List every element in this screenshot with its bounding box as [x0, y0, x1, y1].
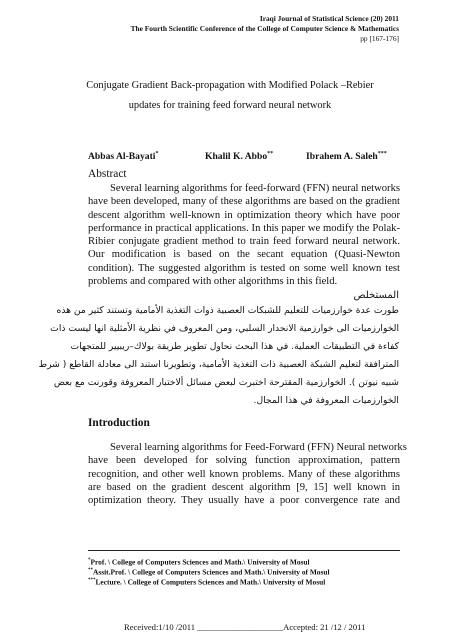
- footnote-mark: ***: [88, 578, 96, 583]
- introduction-line: Several learning algorithms for Feed-Forward (FFN) Neural networks: [110, 442, 407, 453]
- arabic-abstract-line: طورت عدة خوارزميات للتعليم للشبكات العصبية ذوات التغذية الأمامية وتستند كثير من هذه: [56, 305, 399, 316]
- author-name: Ibrahem A. Saleh: [306, 151, 378, 163]
- paper-title-line-1: Conjugate Gradient Back-propagation with Modified Polack –Rebier: [86, 80, 374, 91]
- author-name: Khalil K. Abbo: [205, 151, 268, 163]
- introduction-body: [88, 441, 407, 507]
- journal-name: Iraqi Journal of Statistical Science (20) 2011: [259, 14, 399, 23]
- footnote-text: Assit.Prof. \ College of Computers Sciences and Math.\ University of Mosul: [93, 567, 330, 577]
- arabic-abstract-heading: المستخلص: [353, 290, 399, 301]
- author-mark: ***: [377, 151, 387, 157]
- introduction-line: have been developed for solving function approximation, pattern: [88, 455, 400, 467]
- footnote-text: Lecture. \ College of Computers Sciences and Math.\ University of Mosul: [95, 577, 326, 587]
- paper-title-line-2: updates for training feed forward neural network: [128, 100, 332, 111]
- author-3: [306, 151, 387, 162]
- arabic-abstract-line: المترافقة لتعليم الشبكة العصبية ذات التغذية الأمامية، وتطويرنا استند الى معادلة القاطع ( شرط: [38, 359, 399, 370]
- page-range: pp [167-176]: [360, 34, 399, 43]
- author-1: [88, 151, 158, 162]
- footnote-divider: [88, 550, 400, 551]
- introduction-line: optimization theory. They usually have a poor convergence rate and: [88, 495, 400, 507]
- introduction-line: recognition, and other well known problems. Many of these algorithms: [88, 468, 400, 480]
- introduction-heading: Introduction: [88, 417, 150, 429]
- abstract-body: [88, 182, 400, 288]
- footnote-mark: *: [88, 558, 91, 563]
- abstract-line: performance in practical applications. In this paper we modify the Polak-: [88, 222, 400, 234]
- abstract-line: have been developed, many of these algorithms are based on the gradient: [88, 196, 400, 208]
- abstract-line: problems and compared with other algorithms in this field.: [88, 276, 338, 288]
- abstract-line: Ribier conjugate gradient method to train feed forward neural network.: [88, 236, 400, 248]
- received-accepted-dates: Received:1/10 /2011 ____________________Accepted: 21 /12 / 2011: [124, 622, 366, 632]
- author-mark: **: [267, 151, 274, 157]
- conference-name: The Fourth Scientific Conference of the College of Computer Science & Mathematics: [130, 24, 399, 33]
- introduction-line: are based on the gradient descent algorithm [9, 15] well known in: [88, 481, 400, 493]
- abstract-line: descent algorithm well-known in optimization theory which have poor: [88, 209, 400, 221]
- arabic-abstract-line: كفاءة في التطبيقات العملية. في هذا البحث نحاول تطوير طريقة بولاك–ريبيير للمتجهات: [70, 341, 399, 352]
- abstract-line: Several learning algorithms for feed-forward (FFN) neural networks: [110, 183, 400, 194]
- arabic-abstract-line: الخوارزميات المعروفة في هذا المجال.: [253, 395, 399, 406]
- footnote-3: [88, 576, 325, 587]
- footnote-mark: **: [88, 568, 93, 573]
- arabic-abstract-line: الخوارزميات الى خوارزمية الانحدار السلبي، ومن المعروف في نظرية الأمثلية انها ليست ذات: [50, 323, 399, 334]
- abstract-line: condition). The suggested algorithm is tested on some well known test: [88, 262, 400, 274]
- abstract-heading: Abstract: [88, 168, 127, 180]
- author-mark: *: [155, 151, 159, 157]
- arabic-abstract-line: شبيه نيوتن ). الخوارزمية المقترحة اختبرت لبعض مسائل ألاختبار المعروفة وقورنت مع بعض: [53, 377, 399, 388]
- footnote-text: Prof. \ College of Computers Sciences and Math.\ University of Mosul: [90, 557, 310, 567]
- author-2: [205, 151, 273, 162]
- author-name: Abbas Al-Bayati: [88, 151, 156, 163]
- abstract-line: Our modification is based on the secant equation (Quasi-Newton: [88, 249, 400, 261]
